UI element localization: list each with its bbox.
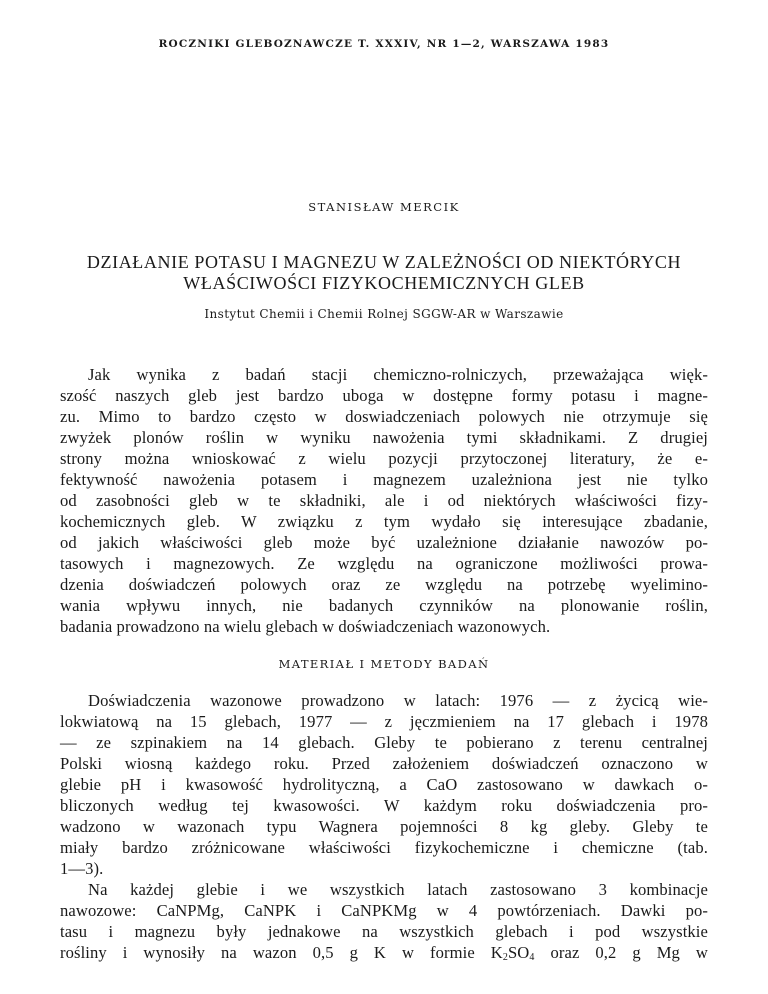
text-line: fektywność nawożenia potasem i magnezem uzależniona jest nie tylko xyxy=(60,470,708,489)
text-fragment: SO xyxy=(507,943,530,962)
text-line: — ze szpinakiem na 14 glebach. Gleby te pobierano z terenu centralnej xyxy=(60,733,708,752)
intro-paragraph-body xyxy=(60,385,708,637)
running-head: ROCZNIKI GLEBOZNAWCZE T. XXXIV, NR 1—2, WARSZAWA 1983 xyxy=(158,38,610,50)
text-line: bliczonych według tej kwasowości. W każdym roku doświadczenia pro- xyxy=(60,796,708,815)
text-line: wania wpływu innych, nie badanych czynników na plonowanie roślin, xyxy=(60,596,708,615)
text-fragment: oraz 0,2 g Mg w xyxy=(534,943,708,962)
text-line: zu. Mimo to bardzo często w doswiadczeniach polowych nie otrzymuje się xyxy=(60,407,708,426)
text-line: od zasobności gleb w te składniki, ale i od niektórych właściwości fizy- xyxy=(60,491,708,510)
text-line: strony można wnioskować z wielu pozycji przytoczonej literatury, że e- xyxy=(60,449,708,468)
subscript: 2 xyxy=(502,952,508,963)
text-line: Jak wynika z badań stacji chemiczno-rolniczych, przeważająca więk- xyxy=(88,365,708,384)
text-line: tasu i magnezu były jednakowe na wszystkich glebach i pod wszystkie xyxy=(60,922,708,941)
intro-paragraph xyxy=(88,364,708,385)
methods-paragraph2-body xyxy=(60,900,708,963)
section-heading: MATERIAŁ I METODY BADAŃ xyxy=(278,657,490,671)
text-line-with-formula xyxy=(60,942,708,963)
text-line: od jakich właściwości gleb może być uzależnione działanie nawozów po- xyxy=(60,533,708,552)
text-line: miały bardzo zróżnicowane właściwości fizykochemiczne i chemiczne (tab. xyxy=(60,838,708,857)
text-line: 1—3). xyxy=(60,859,104,878)
text-line: glebie pH i kwasowość hydrolityczną, a CaO zastosowano w dawkach o- xyxy=(60,775,708,794)
text-line: Na każdej glebie i we wszystkich latach zastosowano 3 kombinacje xyxy=(88,880,708,899)
subscript: 4 xyxy=(529,952,535,963)
text-line: Polski wiosną każdego roku. Przed założeniem doświadczeń oznaczono w xyxy=(60,754,708,773)
text-line: tasowych i magnezowych. Ze względu na ograniczone możliwości prowa- xyxy=(60,554,708,573)
methods-paragraph2-first-line xyxy=(88,879,708,900)
title-line: WŁAŚCIWOŚCI FIZYKOCHEMICZNYCH GLEB xyxy=(183,273,585,293)
title-line: DZIAŁANIE POTASU I MAGNEZU W ZALEŻNOŚCI OD NIEKTÓRYCH xyxy=(86,252,682,272)
text-line: zwyżek plonów roślin w wyniku nawożenia tymi składnikami. Z drugiej xyxy=(60,428,708,447)
methods-paragraph-first-line xyxy=(88,690,708,711)
text-line: badania prowadzono na wielu glebach w doświadczeniach wazonowych. xyxy=(60,617,551,636)
author-name: STANISŁAW MERCIK xyxy=(308,200,460,214)
text-line: szość naszych gleb jest bardzo uboga w dostępne formy potasu i magne- xyxy=(60,386,708,405)
article-title xyxy=(40,252,728,294)
text-line: nawozowe: CaNPMg, CaNPK i CaNPKMg w 4 powtórzeniach. Dawki po- xyxy=(60,901,708,920)
text-line: kochemicznych gleb. W związku z tym wydało się interesujące zbadanie, xyxy=(60,512,708,531)
text-line: dzenia doświadczeń polowych oraz ze względu na potrzebę wyelimino- xyxy=(60,575,708,594)
text-fragment: rośliny i wynosiły na wazon 0,5 g K w formie K xyxy=(60,943,503,962)
text-line: lokwiatową na 15 glebach, 1977 — z jęczmieniem na 17 glebach i 1978 xyxy=(60,712,708,731)
affiliation: Instytut Chemii i Chemii Rolnej SGGW-AR w Warszawie xyxy=(204,307,564,321)
text-line: wadzono w wazonach typu Wagnera pojemności 8 kg gleby. Gleby te xyxy=(60,817,708,836)
methods-paragraph-body xyxy=(60,711,708,879)
text-line: Doświadczenia wazonowe prowadzono w latach: 1976 — z życicą wie- xyxy=(88,691,708,710)
